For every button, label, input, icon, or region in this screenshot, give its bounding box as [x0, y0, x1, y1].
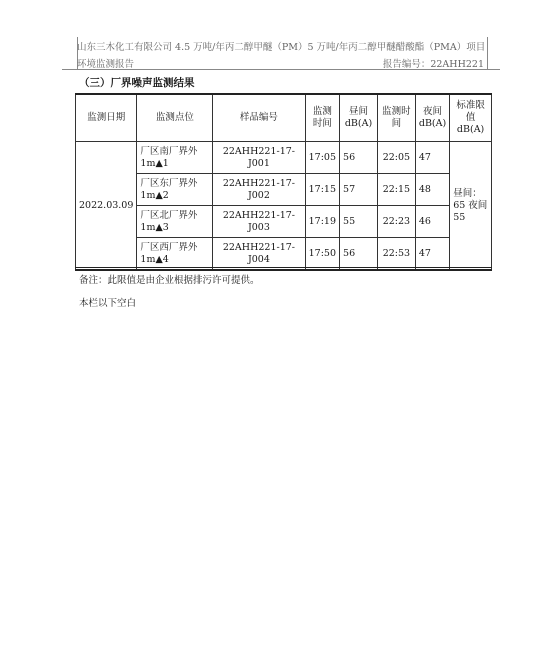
value-day-cell: 55 — [340, 206, 378, 238]
value-day-cell: 57 — [340, 174, 378, 206]
table-bottom-rule — [75, 267, 492, 268]
time-day-cell: 17:15 — [305, 174, 339, 206]
value-day-cell: 56 — [340, 142, 378, 174]
header-frame-right — [487, 37, 488, 69]
report-number: 报告编号：22AHH221 — [382, 59, 484, 70]
limit-cell: 昼间：65 夜间 55 — [450, 142, 492, 271]
monitoring-date: 2022.03.09 — [76, 142, 137, 271]
sample-no-cell: 22AHH221-17-J001 — [213, 142, 305, 174]
col-header-point: 监测点位 — [137, 94, 213, 142]
value-night-cell: 47 — [415, 142, 449, 174]
table-row — [76, 142, 492, 174]
noise-results-table — [75, 93, 492, 271]
point-cell: 厂区西厂界外1m▲4 — [137, 238, 213, 271]
value-night-cell: 48 — [415, 174, 449, 206]
table-row — [76, 206, 492, 238]
header-rule — [77, 69, 487, 70]
col-header-limit: 标准限值dB(A) — [450, 94, 492, 142]
time-night-cell: 22:53 — [377, 238, 415, 271]
sample-no-cell: 22AHH221-17-J003 — [213, 206, 305, 238]
col-header-date: 监测日期 — [76, 94, 137, 142]
blank-below-note: 本栏以下空白 — [79, 298, 137, 309]
table-row — [76, 238, 492, 271]
table-note: 备注：此限值是由企业根据排污许可提供。 — [79, 275, 260, 286]
col-header-sample-no: 样品编号 — [213, 94, 305, 142]
sample-no-cell: 22AHH221-17-J002 — [213, 174, 305, 206]
header-rule-right — [487, 69, 500, 70]
value-day-cell: 56 — [340, 238, 378, 271]
time-day-cell: 17:50 — [305, 238, 339, 271]
value-night-cell: 47 — [415, 238, 449, 271]
point-cell: 厂区东厂界外1m▲2 — [137, 174, 213, 206]
header-title: 山东三木化工有限公司 4.5 万吨/年丙二醇甲醚（PM）5 万吨/年丙二醇甲醚醋酸酯（PMA）项目 — [77, 42, 486, 53]
time-day-cell: 17:19 — [305, 206, 339, 238]
time-day-cell: 17:05 — [305, 142, 339, 174]
header-rule-left — [62, 69, 77, 70]
section-title: （三）厂界噪声监测结果 — [79, 77, 195, 89]
table-row — [76, 174, 492, 206]
col-header-value-day: 昼间dB(A) — [340, 94, 378, 142]
table-header-row — [76, 94, 492, 142]
col-header-value-night: 夜间dB(A) — [415, 94, 449, 142]
time-night-cell: 22:05 — [377, 142, 415, 174]
time-night-cell: 22:15 — [377, 174, 415, 206]
point-cell: 厂区南厂界外1m▲1 — [137, 142, 213, 174]
point-cell: 厂区北厂界外1m▲3 — [137, 206, 213, 238]
header-subtitle: 环境监测报告 — [77, 59, 135, 70]
col-header-time-day: 监测时间 — [305, 94, 339, 142]
col-header-time-night: 监测时间 — [377, 94, 415, 142]
value-night-cell: 46 — [415, 206, 449, 238]
sample-no-cell: 22AHH221-17-J004 — [213, 238, 305, 271]
time-night-cell: 22:23 — [377, 206, 415, 238]
